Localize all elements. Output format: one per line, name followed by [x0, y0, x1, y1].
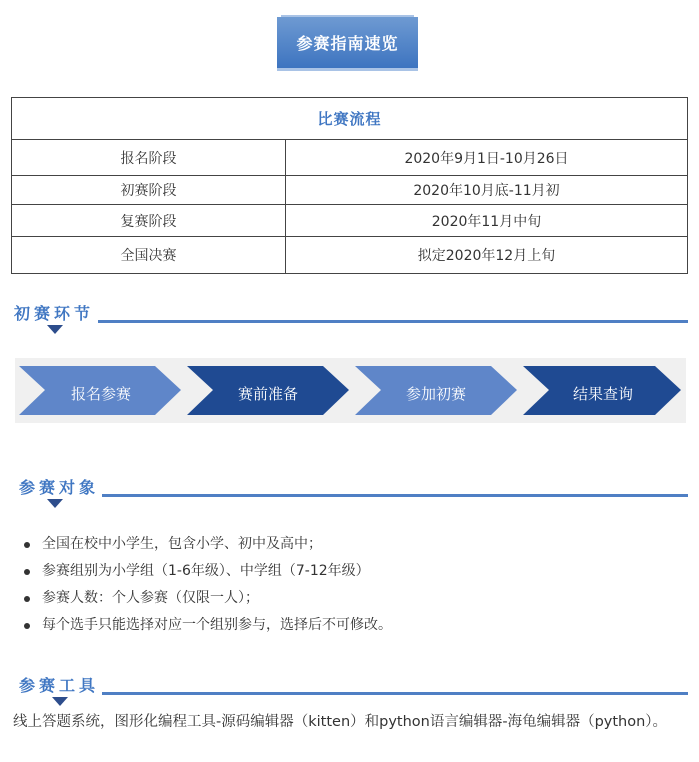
list-item-text: 每个选手只能选择对应一个组别参与，选择后不可修改。 [42, 617, 392, 633]
stage-cell: 全国决赛 [12, 237, 286, 274]
stage-cell: 报名阶段 [12, 140, 286, 176]
schedule-header: 比赛流程 [12, 98, 688, 140]
targets-section-title: 参赛对象 [19, 478, 100, 497]
table-row [12, 176, 688, 205]
tools-section-title: 参赛工具 [19, 676, 100, 695]
tools-section-pointer-icon [52, 697, 68, 706]
prelim-steps-band [15, 358, 686, 423]
list-item [22, 585, 392, 612]
step-label-3: 参加初赛 [405, 385, 466, 403]
prelim-section-line [98, 320, 688, 323]
list-item-text: 参赛组别为小学组（1-6年级）、中学组（7-12年级） [42, 563, 370, 579]
time-cell: 拟定2020年12月上旬 [286, 237, 688, 274]
bullet-icon [24, 569, 30, 575]
prelim-section-pointer-icon [47, 325, 63, 334]
targets-list [22, 531, 392, 639]
step-label-1: 报名参赛 [70, 385, 131, 403]
targets-section-line [102, 494, 688, 497]
guide-banner-title: 参赛指南速览 [277, 17, 418, 71]
time-cell: 2020年11月中旬 [286, 205, 688, 237]
tools-section-line [102, 692, 688, 695]
prelim-section-title: 初赛环节 [14, 304, 95, 323]
time-cell: 2020年10月底-11月初 [286, 176, 688, 205]
tools-description: 线上答题系统，图形化编程工具-源码编辑器（kitten）和python语言编辑器-海龟编辑器（python）。 [13, 714, 668, 730]
list-item-text: 参赛人数：个人参赛（仅限一人）； [42, 590, 259, 606]
bullet-icon [24, 596, 30, 602]
targets-section-pointer-icon [47, 499, 63, 508]
table-row [12, 140, 688, 176]
time-cell: 2020年9月1日-10月26日 [286, 140, 688, 176]
table-row [12, 205, 688, 237]
stage-cell: 初赛阶段 [12, 176, 286, 205]
stage-cell: 复赛阶段 [12, 205, 286, 237]
guide-banner [277, 17, 420, 71]
bullet-icon [24, 623, 30, 629]
list-item [22, 558, 392, 585]
list-item-text: 全国在校中小学生，包含小学、初中及高中； [42, 536, 322, 552]
list-item [22, 531, 392, 558]
table-row [12, 237, 688, 274]
step-label-2: 赛前准备 [237, 385, 298, 403]
schedule-table [11, 97, 688, 274]
bullet-icon [24, 542, 30, 548]
schedule-header-row [12, 98, 688, 140]
list-item [22, 612, 392, 639]
step-label-4: 结果查询 [572, 385, 633, 403]
